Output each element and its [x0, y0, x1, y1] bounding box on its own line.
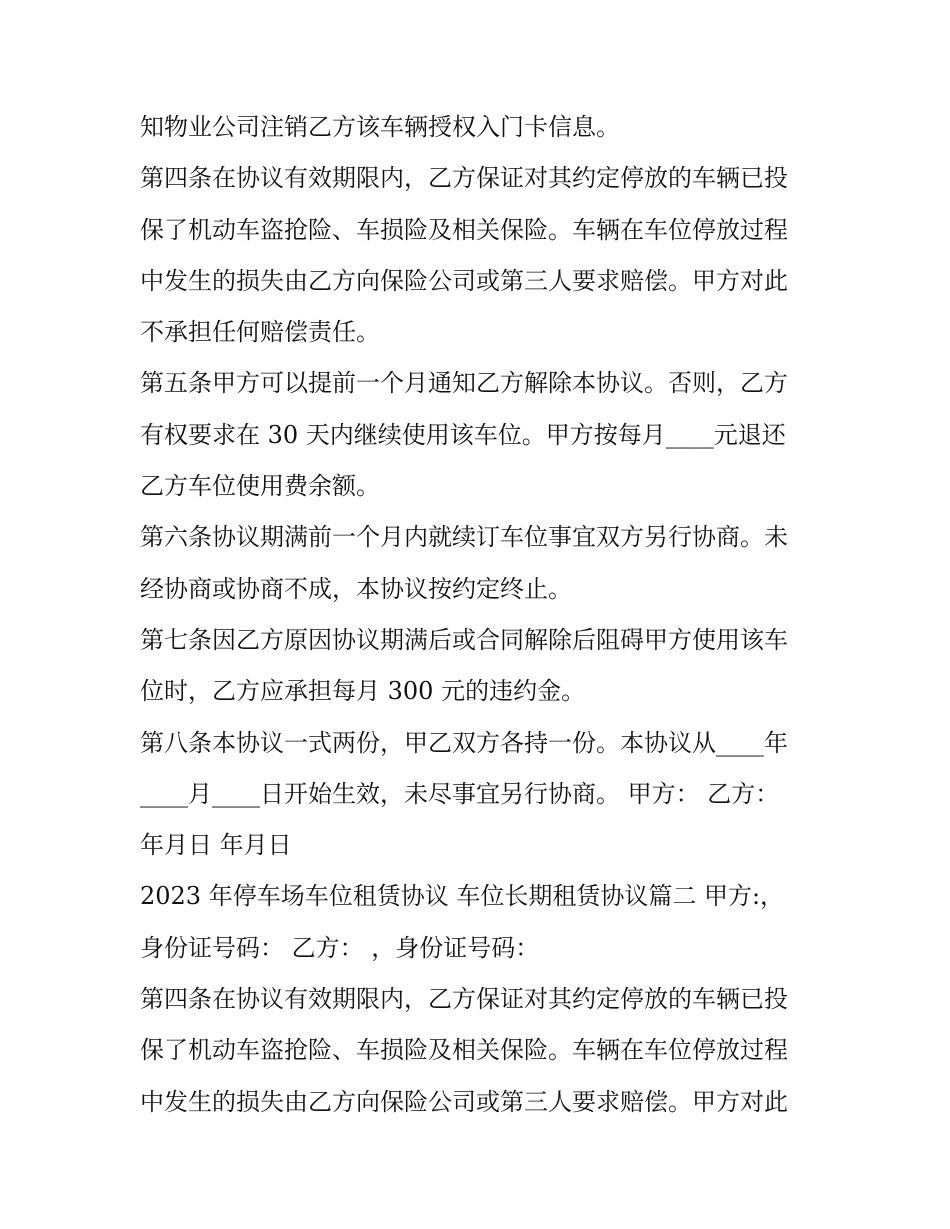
- text-line: 身份证号码： 乙方： ，身份证号码：: [140, 933, 540, 962]
- text-line: 第八条本协议一式两份，甲乙双方各持一份。本协议从____年: [140, 728, 788, 757]
- text-line: ____月____日开始生效，未尽事宜另行协商。 甲方： 乙方：: [140, 779, 780, 808]
- text-line: 第四条在协议有效期限内，乙方保证对其约定停放的车辆已投: [140, 164, 788, 193]
- text-line: 保了机动车盗抢险、车损险及相关保险。车辆在车位停放过程: [140, 1036, 788, 1065]
- text-line: 年月日 年月日: [140, 831, 292, 860]
- text-line: 不承担任何赔偿责任。: [140, 318, 380, 347]
- text-line: 位时，乙方应承担每月 300 元的违约金。: [140, 677, 586, 706]
- text-line: 经协商或协商不成，本协议按约定终止。: [140, 574, 572, 603]
- text-line: 第六条协议期满前一个月内就续订车位事宜双方另行协商。未: [140, 523, 788, 552]
- document-body: [140, 102, 830, 1128]
- text-line: 第七条因乙方原因协议期满后或合同解除后阻碍甲方使用该车: [140, 625, 788, 654]
- text-line: 乙方车位使用费余额。: [140, 472, 380, 501]
- text-line: 第五条甲方可以提前一个月通知乙方解除本协议。否则，乙方: [140, 369, 788, 398]
- text-line: 第四条在协议有效期限内，乙方保证对其约定停放的车辆已投: [140, 985, 788, 1014]
- text-line: 有权要求在 30 天内继续使用该车位。甲方按每月____元退还: [140, 420, 786, 449]
- text-line: 中发生的损失由乙方向保险公司或第三人要求赔偿。甲方对此: [140, 1087, 788, 1116]
- text-line: 2023 年停车场车位租赁协议 车位长期租赁协议篇二 甲方:，: [140, 882, 785, 911]
- text-line: 保了机动车盗抢险、车损险及相关保险。车辆在车位停放过程: [140, 215, 788, 244]
- text-line: 中发生的损失由乙方向保险公司或第三人要求赔偿。甲方对此: [140, 266, 788, 295]
- text-line: 知物业公司注销乙方该车辆授权入门卡信息。: [140, 113, 620, 141]
